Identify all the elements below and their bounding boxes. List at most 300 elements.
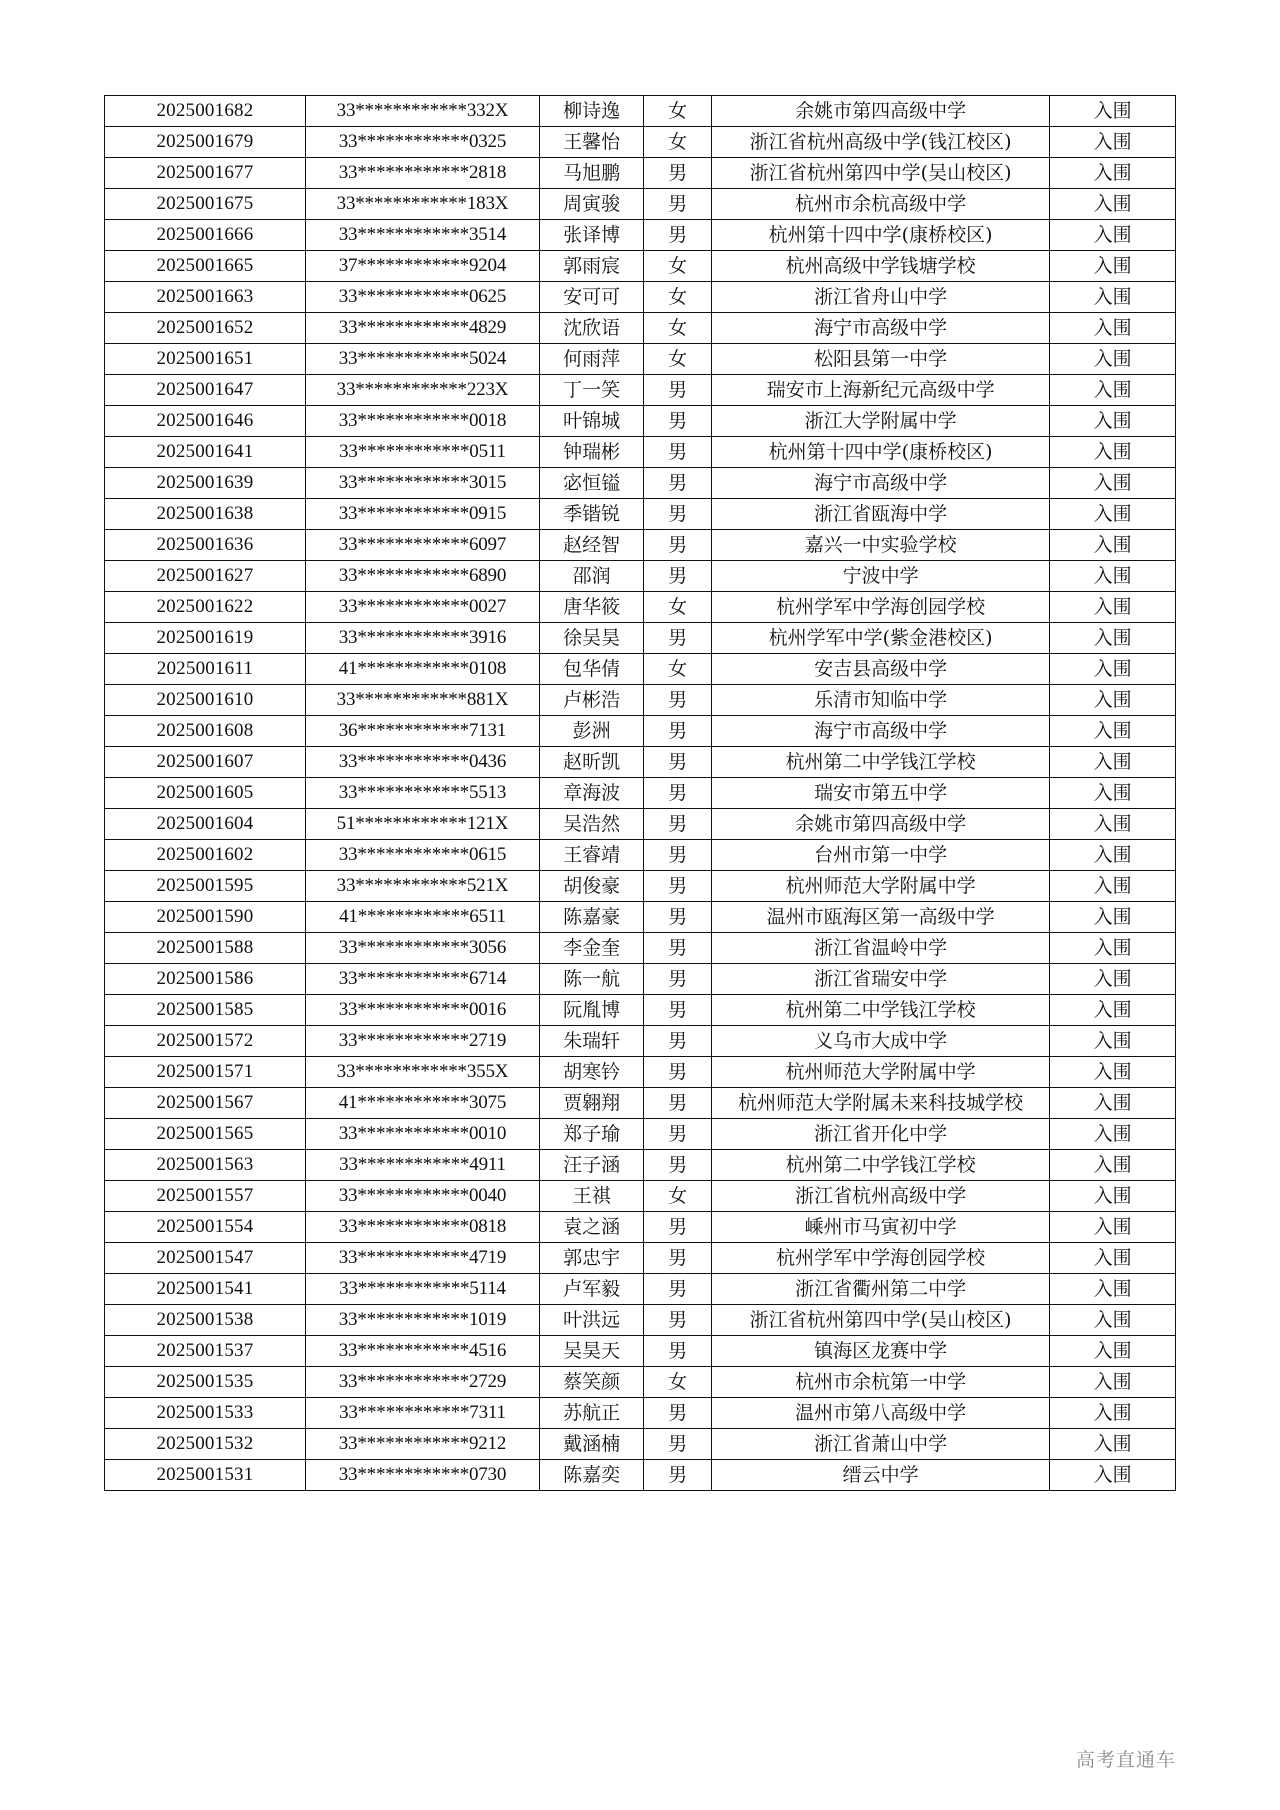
id-card-number-cell: 33************223X xyxy=(305,375,539,406)
applicant-name-cell: 叶锦城 xyxy=(540,406,644,437)
applicant-name-cell: 郭雨宸 xyxy=(540,251,644,282)
id-card-number-cell: 33************3015 xyxy=(305,468,539,499)
applicant-gender-cell: 男 xyxy=(644,158,712,189)
applicant-name-cell: 戴涵楠 xyxy=(540,1429,644,1460)
applicant-gender-cell: 男 xyxy=(644,1305,712,1336)
id-card-number-cell: 33************0016 xyxy=(305,995,539,1026)
applicant-gender-cell: 男 xyxy=(644,220,712,251)
table-row xyxy=(105,1057,1176,1088)
applicant-gender-cell: 男 xyxy=(644,468,712,499)
id-card-number-cell: 33************5513 xyxy=(305,778,539,809)
applicant-school-cell: 杭州学军中学海创园学校 xyxy=(711,592,1049,623)
review-status-cell: 入围 xyxy=(1050,623,1176,654)
applicant-id-cell: 2025001563 xyxy=(105,1150,306,1181)
applicant-school-cell: 浙江省萧山中学 xyxy=(711,1429,1049,1460)
applicant-school-cell: 杭州高级中学钱塘学校 xyxy=(711,251,1049,282)
table-row xyxy=(105,933,1176,964)
review-status-cell: 入围 xyxy=(1050,592,1176,623)
review-status-cell: 入围 xyxy=(1050,158,1176,189)
applicant-name-cell: 季锴锐 xyxy=(540,499,644,530)
id-card-number-cell: 33************6890 xyxy=(305,561,539,592)
applicant-id-cell: 2025001554 xyxy=(105,1212,306,1243)
applicant-school-cell: 余姚市第四高级中学 xyxy=(711,809,1049,840)
applicant-id-cell: 2025001557 xyxy=(105,1181,306,1212)
applicant-id-cell: 2025001679 xyxy=(105,127,306,158)
id-card-number-cell: 37************9204 xyxy=(305,251,539,282)
applicant-school-cell: 海宁市高级中学 xyxy=(711,716,1049,747)
applicant-id-cell: 2025001619 xyxy=(105,623,306,654)
review-status-cell: 入围 xyxy=(1050,1119,1176,1150)
id-card-number-cell: 33************7311 xyxy=(305,1398,539,1429)
review-status-cell: 入围 xyxy=(1050,313,1176,344)
table-row xyxy=(105,1243,1176,1274)
review-status-cell: 入围 xyxy=(1050,964,1176,995)
table-row xyxy=(105,1398,1176,1429)
applicant-school-cell: 杭州学军中学(紫金港校区) xyxy=(711,623,1049,654)
id-card-number-cell: 33************4719 xyxy=(305,1243,539,1274)
review-status-cell: 入围 xyxy=(1050,530,1176,561)
id-card-number-cell: 51************121X xyxy=(305,809,539,840)
applicant-id-cell: 2025001675 xyxy=(105,189,306,220)
applicant-id-cell: 2025001622 xyxy=(105,592,306,623)
applicant-gender-cell: 男 xyxy=(644,530,712,561)
applicant-gender-cell: 女 xyxy=(644,344,712,375)
applicant-gender-cell: 女 xyxy=(644,282,712,313)
applicant-school-cell: 台州市第一中学 xyxy=(711,840,1049,871)
id-card-number-cell: 33************4911 xyxy=(305,1150,539,1181)
id-card-number-cell: 33************4829 xyxy=(305,313,539,344)
applicant-name-cell: 袁之涵 xyxy=(540,1212,644,1243)
table-row xyxy=(105,778,1176,809)
applicant-gender-cell: 女 xyxy=(644,127,712,158)
id-card-number-cell: 33************2818 xyxy=(305,158,539,189)
id-card-number-cell: 33************0615 xyxy=(305,840,539,871)
applicant-school-cell: 瑞安市上海新纪元高级中学 xyxy=(711,375,1049,406)
review-status-cell: 入围 xyxy=(1050,406,1176,437)
table-row xyxy=(105,995,1176,1026)
applicant-id-cell: 2025001532 xyxy=(105,1429,306,1460)
applicant-name-cell: 卢军毅 xyxy=(540,1274,644,1305)
applicant-school-cell: 嘉兴一中实验学校 xyxy=(711,530,1049,561)
applicant-id-cell: 2025001595 xyxy=(105,871,306,902)
applicant-id-cell: 2025001547 xyxy=(105,1243,306,1274)
applicant-school-cell: 杭州师范大学附属中学 xyxy=(711,1057,1049,1088)
roster-table-body xyxy=(105,96,1176,1491)
review-status-cell: 入围 xyxy=(1050,902,1176,933)
review-status-cell: 入围 xyxy=(1050,1026,1176,1057)
review-status-cell: 入围 xyxy=(1050,468,1176,499)
review-status-cell: 入围 xyxy=(1050,499,1176,530)
applicant-school-cell: 浙江省开化中学 xyxy=(711,1119,1049,1150)
id-card-number-cell: 33************6714 xyxy=(305,964,539,995)
applicant-name-cell: 王祺 xyxy=(540,1181,644,1212)
applicant-school-cell: 杭州师范大学附属中学 xyxy=(711,871,1049,902)
applicant-name-cell: 安可可 xyxy=(540,282,644,313)
applicant-school-cell: 杭州第十四中学(康桥校区) xyxy=(711,437,1049,468)
review-status-cell: 入围 xyxy=(1050,220,1176,251)
applicant-name-cell: 邵润 xyxy=(540,561,644,592)
id-card-number-cell: 33************2719 xyxy=(305,1026,539,1057)
review-status-cell: 入围 xyxy=(1050,1057,1176,1088)
applicant-school-cell: 瑞安市第五中学 xyxy=(711,778,1049,809)
applicant-gender-cell: 男 xyxy=(644,1398,712,1429)
review-status-cell: 入围 xyxy=(1050,561,1176,592)
applicant-id-cell: 2025001590 xyxy=(105,902,306,933)
table-row xyxy=(105,902,1176,933)
review-status-cell: 入围 xyxy=(1050,437,1176,468)
applicant-gender-cell: 男 xyxy=(644,1057,712,1088)
applicant-id-cell: 2025001647 xyxy=(105,375,306,406)
applicant-name-cell: 陈嘉豪 xyxy=(540,902,644,933)
applicant-id-cell: 2025001604 xyxy=(105,809,306,840)
applicant-name-cell: 彭洲 xyxy=(540,716,644,747)
table-row xyxy=(105,313,1176,344)
review-status-cell: 入围 xyxy=(1050,1460,1176,1491)
table-row xyxy=(105,282,1176,313)
id-card-number-cell: 41************3075 xyxy=(305,1088,539,1119)
applicant-gender-cell: 男 xyxy=(644,1119,712,1150)
review-status-cell: 入围 xyxy=(1050,716,1176,747)
applicant-gender-cell: 男 xyxy=(644,840,712,871)
applicant-gender-cell: 男 xyxy=(644,1150,712,1181)
id-card-number-cell: 33************3916 xyxy=(305,623,539,654)
applicant-gender-cell: 男 xyxy=(644,933,712,964)
id-card-number-cell: 41************6511 xyxy=(305,902,539,933)
applicant-id-cell: 2025001651 xyxy=(105,344,306,375)
applicant-name-cell: 陈一航 xyxy=(540,964,644,995)
table-row xyxy=(105,623,1176,654)
applicant-gender-cell: 男 xyxy=(644,871,712,902)
applicant-gender-cell: 男 xyxy=(644,561,712,592)
applicant-id-cell: 2025001646 xyxy=(105,406,306,437)
applicant-gender-cell: 男 xyxy=(644,1212,712,1243)
applicant-id-cell: 2025001565 xyxy=(105,1119,306,1150)
applicant-gender-cell: 男 xyxy=(644,1243,712,1274)
applicant-name-cell: 汪子涵 xyxy=(540,1150,644,1181)
applicant-id-cell: 2025001610 xyxy=(105,685,306,716)
applicant-name-cell: 赵昕凯 xyxy=(540,747,644,778)
applicant-school-cell: 缙云中学 xyxy=(711,1460,1049,1491)
table-row xyxy=(105,716,1176,747)
applicant-school-cell: 杭州师范大学附属未来科技城学校 xyxy=(711,1088,1049,1119)
review-status-cell: 入围 xyxy=(1050,375,1176,406)
applicant-gender-cell: 女 xyxy=(644,96,712,127)
applicant-name-cell: 苏航正 xyxy=(540,1398,644,1429)
applicant-id-cell: 2025001533 xyxy=(105,1398,306,1429)
applicant-gender-cell: 男 xyxy=(644,902,712,933)
applicant-school-cell: 杭州第二中学钱江学校 xyxy=(711,995,1049,1026)
applicant-name-cell: 包华倩 xyxy=(540,654,644,685)
applicant-gender-cell: 女 xyxy=(644,1367,712,1398)
applicant-school-cell: 浙江省杭州高级中学 xyxy=(711,1181,1049,1212)
applicant-gender-cell: 女 xyxy=(644,313,712,344)
review-status-cell: 入围 xyxy=(1050,127,1176,158)
applicant-school-cell: 浙江省杭州第四中学(吴山校区) xyxy=(711,158,1049,189)
review-status-cell: 入围 xyxy=(1050,1088,1176,1119)
applicant-id-cell: 2025001571 xyxy=(105,1057,306,1088)
applicant-school-cell: 杭州学军中学海创园学校 xyxy=(711,1243,1049,1274)
applicant-name-cell: 赵经智 xyxy=(540,530,644,561)
applicant-id-cell: 2025001535 xyxy=(105,1367,306,1398)
review-status-cell: 入围 xyxy=(1050,1274,1176,1305)
watermark: 高考直通车 xyxy=(1075,1749,1176,1771)
review-status-cell: 入围 xyxy=(1050,1429,1176,1460)
applicant-name-cell: 马旭鹏 xyxy=(540,158,644,189)
applicant-id-cell: 2025001541 xyxy=(105,1274,306,1305)
applicant-name-cell: 胡俊豪 xyxy=(540,871,644,902)
applicant-gender-cell: 男 xyxy=(644,995,712,1026)
applicant-school-cell: 浙江省杭州第四中学(吴山校区) xyxy=(711,1305,1049,1336)
applicant-id-cell: 2025001538 xyxy=(105,1305,306,1336)
applicant-name-cell: 沈欣语 xyxy=(540,313,644,344)
applicant-gender-cell: 男 xyxy=(644,437,712,468)
review-status-cell: 入围 xyxy=(1050,995,1176,1026)
id-card-number-cell: 33************3056 xyxy=(305,933,539,964)
id-card-number-cell: 33************0040 xyxy=(305,1181,539,1212)
table-row xyxy=(105,592,1176,623)
table-row xyxy=(105,964,1176,995)
id-card-number-cell: 33************183X xyxy=(305,189,539,220)
applicant-id-cell: 2025001607 xyxy=(105,747,306,778)
review-status-cell: 入围 xyxy=(1050,1243,1176,1274)
applicant-gender-cell: 男 xyxy=(644,1274,712,1305)
review-status-cell: 入围 xyxy=(1050,1305,1176,1336)
id-card-number-cell: 36************7131 xyxy=(305,716,539,747)
id-card-number-cell: 33************521X xyxy=(305,871,539,902)
applicant-name-cell: 叶洪远 xyxy=(540,1305,644,1336)
applicant-id-cell: 2025001572 xyxy=(105,1026,306,1057)
review-status-cell: 入围 xyxy=(1050,1212,1176,1243)
table-row xyxy=(105,1305,1176,1336)
table-row xyxy=(105,220,1176,251)
applicant-school-cell: 浙江省杭州高级中学(钱江校区) xyxy=(711,127,1049,158)
table-row xyxy=(105,344,1176,375)
applicant-id-cell: 2025001641 xyxy=(105,437,306,468)
applicant-school-cell: 杭州第二中学钱江学校 xyxy=(711,747,1049,778)
applicant-name-cell: 蔡笑颜 xyxy=(540,1367,644,1398)
applicant-name-cell: 唐华筱 xyxy=(540,592,644,623)
table-row xyxy=(105,1088,1176,1119)
table-row xyxy=(105,685,1176,716)
id-card-number-cell: 33************5114 xyxy=(305,1274,539,1305)
table-row xyxy=(105,1181,1176,1212)
applicant-gender-cell: 男 xyxy=(644,623,712,654)
applicant-gender-cell: 男 xyxy=(644,685,712,716)
applicant-gender-cell: 女 xyxy=(644,592,712,623)
applicant-school-cell: 浙江大学附属中学 xyxy=(711,406,1049,437)
id-card-number-cell: 33************0436 xyxy=(305,747,539,778)
applicant-name-cell: 陈嘉奕 xyxy=(540,1460,644,1491)
review-status-cell: 入围 xyxy=(1050,1181,1176,1212)
applicant-name-cell: 阮胤博 xyxy=(540,995,644,1026)
applicant-id-cell: 2025001608 xyxy=(105,716,306,747)
applicant-name-cell: 周寅骏 xyxy=(540,189,644,220)
id-card-number-cell: 33************0018 xyxy=(305,406,539,437)
id-card-number-cell: 33************1019 xyxy=(305,1305,539,1336)
applicant-id-cell: 2025001666 xyxy=(105,220,306,251)
applicant-name-cell: 吴浩然 xyxy=(540,809,644,840)
table-row xyxy=(105,499,1176,530)
table-row xyxy=(105,158,1176,189)
table-row xyxy=(105,871,1176,902)
table-row xyxy=(105,1367,1176,1398)
applicant-name-cell: 李金奎 xyxy=(540,933,644,964)
id-card-number-cell: 33************0027 xyxy=(305,592,539,623)
review-status-cell: 入围 xyxy=(1050,778,1176,809)
review-status-cell: 入围 xyxy=(1050,840,1176,871)
applicant-id-cell: 2025001567 xyxy=(105,1088,306,1119)
applicant-id-cell: 2025001627 xyxy=(105,561,306,592)
review-status-cell: 入围 xyxy=(1050,96,1176,127)
table-row xyxy=(105,1119,1176,1150)
table-row xyxy=(105,251,1176,282)
applicant-name-cell: 王馨怡 xyxy=(540,127,644,158)
applicant-name-cell: 徐吴昊 xyxy=(540,623,644,654)
applicant-school-cell: 浙江省舟山中学 xyxy=(711,282,1049,313)
applicant-name-cell: 柳诗逸 xyxy=(540,96,644,127)
applicant-gender-cell: 男 xyxy=(644,809,712,840)
applicant-gender-cell: 男 xyxy=(644,747,712,778)
table-row xyxy=(105,468,1176,499)
applicant-gender-cell: 男 xyxy=(644,1026,712,1057)
review-status-cell: 入围 xyxy=(1050,1367,1176,1398)
applicant-roster-table xyxy=(104,95,1176,1491)
applicant-school-cell: 海宁市高级中学 xyxy=(711,313,1049,344)
applicant-id-cell: 2025001652 xyxy=(105,313,306,344)
id-card-number-cell: 33************0325 xyxy=(305,127,539,158)
applicant-name-cell: 胡寒钤 xyxy=(540,1057,644,1088)
id-card-number-cell: 33************332X xyxy=(305,96,539,127)
id-card-number-cell: 33************0625 xyxy=(305,282,539,313)
table-row xyxy=(105,809,1176,840)
applicant-school-cell: 安吉县高级中学 xyxy=(711,654,1049,685)
id-card-number-cell: 33************5024 xyxy=(305,344,539,375)
id-card-number-cell: 33************0010 xyxy=(305,1119,539,1150)
table-row xyxy=(105,840,1176,871)
review-status-cell: 入围 xyxy=(1050,685,1176,716)
applicant-school-cell: 乐清市知临中学 xyxy=(711,685,1049,716)
id-card-number-cell: 33************4516 xyxy=(305,1336,539,1367)
applicant-id-cell: 2025001611 xyxy=(105,654,306,685)
applicant-id-cell: 2025001605 xyxy=(105,778,306,809)
id-card-number-cell: 33************9212 xyxy=(305,1429,539,1460)
applicant-id-cell: 2025001586 xyxy=(105,964,306,995)
applicant-id-cell: 2025001588 xyxy=(105,933,306,964)
applicant-id-cell: 2025001682 xyxy=(105,96,306,127)
applicant-gender-cell: 男 xyxy=(644,375,712,406)
applicant-id-cell: 2025001531 xyxy=(105,1460,306,1491)
table-row xyxy=(105,96,1176,127)
table-row xyxy=(105,189,1176,220)
applicant-id-cell: 2025001537 xyxy=(105,1336,306,1367)
applicant-name-cell: 钟瑞彬 xyxy=(540,437,644,468)
applicant-school-cell: 杭州第十四中学(康桥校区) xyxy=(711,220,1049,251)
review-status-cell: 入围 xyxy=(1050,809,1176,840)
table-row xyxy=(105,1274,1176,1305)
id-card-number-cell: 33************881X xyxy=(305,685,539,716)
applicant-gender-cell: 男 xyxy=(644,499,712,530)
review-status-cell: 入围 xyxy=(1050,282,1176,313)
table-row xyxy=(105,127,1176,158)
applicant-gender-cell: 男 xyxy=(644,1429,712,1460)
applicant-name-cell: 贾翱翔 xyxy=(540,1088,644,1119)
applicant-school-cell: 温州市瓯海区第一高级中学 xyxy=(711,902,1049,933)
applicant-id-cell: 2025001665 xyxy=(105,251,306,282)
review-status-cell: 入围 xyxy=(1050,1398,1176,1429)
applicant-gender-cell: 女 xyxy=(644,251,712,282)
applicant-name-cell: 郭忠宇 xyxy=(540,1243,644,1274)
applicant-id-cell: 2025001636 xyxy=(105,530,306,561)
table-row xyxy=(105,375,1176,406)
applicant-id-cell: 2025001585 xyxy=(105,995,306,1026)
id-card-number-cell: 33************2729 xyxy=(305,1367,539,1398)
applicant-name-cell: 宓恒镒 xyxy=(540,468,644,499)
applicant-gender-cell: 男 xyxy=(644,1088,712,1119)
applicant-id-cell: 2025001677 xyxy=(105,158,306,189)
table-row xyxy=(105,437,1176,468)
table-row xyxy=(105,1336,1176,1367)
applicant-name-cell: 王睿靖 xyxy=(540,840,644,871)
applicant-gender-cell: 男 xyxy=(644,1336,712,1367)
applicant-gender-cell: 男 xyxy=(644,964,712,995)
id-card-number-cell: 33************6097 xyxy=(305,530,539,561)
review-status-cell: 入围 xyxy=(1050,344,1176,375)
table-row xyxy=(105,530,1176,561)
applicant-school-cell: 温州市第八高级中学 xyxy=(711,1398,1049,1429)
applicant-school-cell: 松阳县第一中学 xyxy=(711,344,1049,375)
table-row xyxy=(105,1150,1176,1181)
applicant-name-cell: 郑子瑜 xyxy=(540,1119,644,1150)
table-row xyxy=(105,747,1176,778)
applicant-name-cell: 朱瑞轩 xyxy=(540,1026,644,1057)
table-row xyxy=(105,1429,1176,1460)
applicant-id-cell: 2025001663 xyxy=(105,282,306,313)
review-status-cell: 入围 xyxy=(1050,1150,1176,1181)
applicant-name-cell: 张译博 xyxy=(540,220,644,251)
applicant-id-cell: 2025001638 xyxy=(105,499,306,530)
id-card-number-cell: 33************0915 xyxy=(305,499,539,530)
applicant-name-cell: 章海波 xyxy=(540,778,644,809)
applicant-gender-cell: 男 xyxy=(644,778,712,809)
applicant-id-cell: 2025001639 xyxy=(105,468,306,499)
review-status-cell: 入围 xyxy=(1050,1336,1176,1367)
applicant-id-cell: 2025001602 xyxy=(105,840,306,871)
review-status-cell: 入围 xyxy=(1050,189,1176,220)
table-row xyxy=(105,1212,1176,1243)
id-card-number-cell: 33************0730 xyxy=(305,1460,539,1491)
id-card-number-cell: 33************0818 xyxy=(305,1212,539,1243)
applicant-school-cell: 镇海区龙赛中学 xyxy=(711,1336,1049,1367)
table-row xyxy=(105,654,1176,685)
table-row xyxy=(105,561,1176,592)
id-card-number-cell: 41************0108 xyxy=(305,654,539,685)
applicant-name-cell: 卢彬浩 xyxy=(540,685,644,716)
applicant-school-cell: 海宁市高级中学 xyxy=(711,468,1049,499)
review-status-cell: 入围 xyxy=(1050,251,1176,282)
review-status-cell: 入围 xyxy=(1050,871,1176,902)
applicant-gender-cell: 男 xyxy=(644,189,712,220)
applicant-name-cell: 丁一笑 xyxy=(540,375,644,406)
applicant-name-cell: 何雨萍 xyxy=(540,344,644,375)
table-row xyxy=(105,1026,1176,1057)
id-card-number-cell: 33************355X xyxy=(305,1057,539,1088)
applicant-name-cell: 吴昊天 xyxy=(540,1336,644,1367)
applicant-school-cell: 嵊州市马寅初中学 xyxy=(711,1212,1049,1243)
review-status-cell: 入围 xyxy=(1050,747,1176,778)
table-row xyxy=(105,1460,1176,1491)
review-status-cell: 入围 xyxy=(1050,654,1176,685)
applicant-school-cell: 宁波中学 xyxy=(711,561,1049,592)
